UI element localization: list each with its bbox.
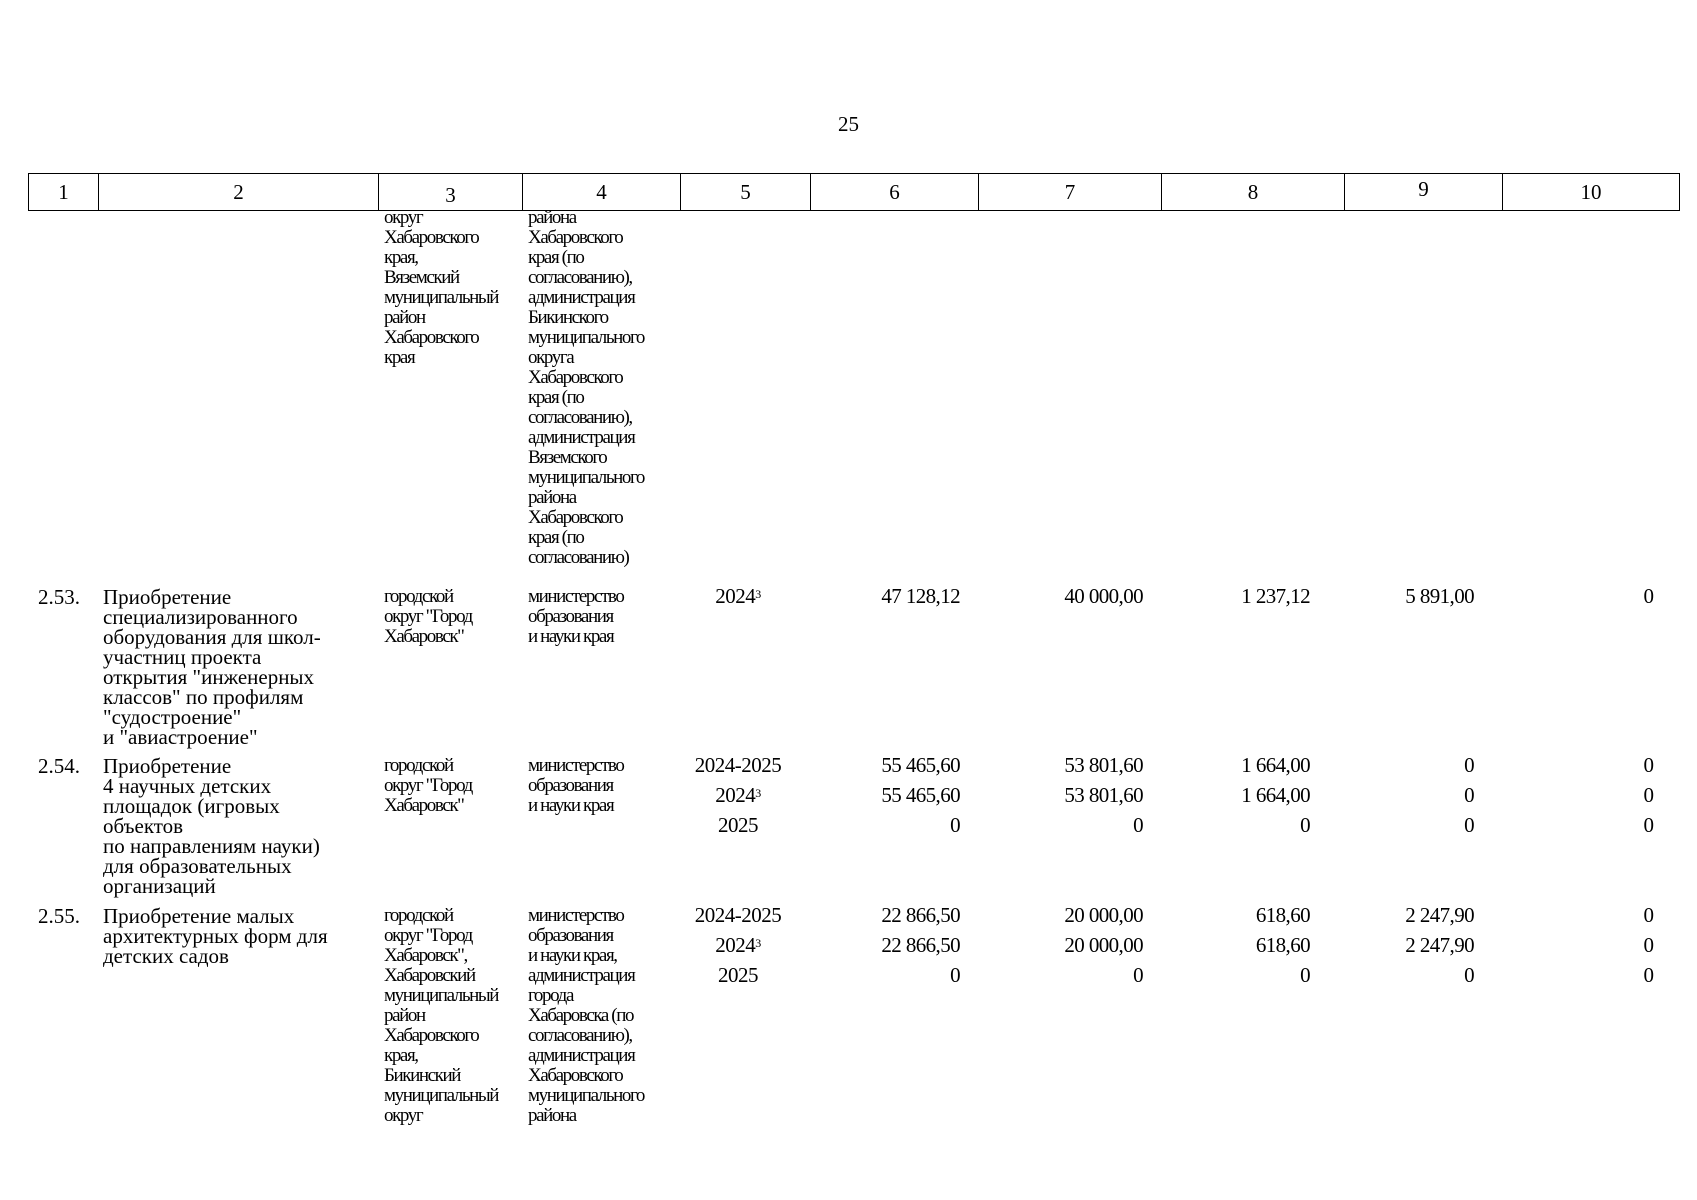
row-municipality: городской округ "Город Хабаровск", Хабаровский муниципальный район Хабаровского края, Бикинский муниципальный округ (384, 905, 499, 1126)
row-amount-col-9: 0 (1464, 963, 1474, 987)
header-col-1: 1 (29, 174, 99, 210)
row-amount-col-10: 0 (1643, 584, 1654, 608)
row-amount-col-6: 55 465,60 (881, 783, 960, 807)
row-amount-col-8: 0 (1300, 963, 1310, 987)
row-municipality: городской округ "Город Хабаровск" (384, 755, 472, 816)
row-amount-col-7: 0 (1133, 813, 1143, 837)
row-executor: министерство образования и науки края (528, 755, 624, 816)
row-amount-col-6: 47 128,12 (881, 584, 960, 608)
header-col-2: 2 (99, 174, 379, 210)
row-amount-col-9: 0 (1464, 753, 1474, 777)
row-amount-col-8: 0 (1300, 813, 1310, 837)
row-amount-col-6: 0 (950, 813, 960, 837)
year-value: 2024-2025 (694, 903, 782, 927)
row-amount-col-8: 1 237,12 (1241, 584, 1310, 608)
table-header (28, 173, 1680, 211)
row-year (680, 900, 796, 930)
row-name: Приобретение малых архитектурных форм для детских садов (103, 904, 328, 968)
row-amount-col-9: 0 (1464, 783, 1474, 807)
row-amount-col-9: 2 247,90 (1405, 933, 1474, 957)
row-amount-col-6: 22 866,50 (881, 933, 960, 957)
row-municipality: городской округ "Город Хабаровск" (384, 586, 472, 647)
header-col-7: 7 (979, 174, 1162, 210)
year-value: 2024 (715, 783, 756, 807)
row-amount-col-8: 618,60 (1255, 933, 1310, 957)
row-amount-col-9: 0 (1464, 813, 1474, 837)
continuation-col4: района Хабаровского края (по согласованию), администрация Бикинского муниципального округа Хабаровского края (по согласованию), администрация Вяземского муниципального района Хабаровского края (по согласованию) (528, 207, 644, 568)
row-amount-col-6: 22 866,50 (881, 903, 960, 927)
row-name: Приобретение специализированного оборудования для школ- участниц проекта открытия "инженерных классов" по профилям "судостроение" и "авиастроение" (103, 585, 321, 749)
row-number: 2.55. (38, 904, 80, 928)
row-amount-col-7: 0 (1133, 963, 1143, 987)
row-amount-col-9: 2 247,90 (1405, 903, 1474, 927)
header-col-4: 4 (523, 174, 681, 210)
row-amount-col-10: 0 (1643, 783, 1654, 807)
row-executor: министерство образования и науки края (528, 586, 624, 647)
row-amount-col-8: 1 664,00 (1241, 783, 1310, 807)
row-amount-col-6: 55 465,60 (881, 753, 960, 777)
row-amount-col-8: 618,60 (1255, 903, 1310, 927)
row-amount-col-10: 0 (1643, 933, 1654, 957)
header-col-6: 6 (811, 174, 979, 210)
continuation-col3: округ Хабаровского края, Вяземский муниципальный район Хабаровского края (384, 207, 499, 368)
page-number: 25 (838, 112, 859, 136)
row-amount-col-10: 0 (1643, 753, 1654, 777)
row-year (680, 810, 796, 840)
row-number: 2.53. (38, 585, 80, 609)
year-value: 2024 (715, 584, 756, 608)
row-amount-col-10: 0 (1643, 963, 1654, 987)
year-value: 2025 (718, 963, 758, 987)
year-value: 2024 (715, 933, 756, 957)
row-amount-col-7: 40 000,00 (1064, 584, 1143, 608)
year-footnote-mark: 3 (755, 587, 761, 601)
header-col-10: 10 (1580, 180, 1602, 204)
header-col-5: 5 (681, 174, 811, 210)
row-amount-col-6: 0 (950, 963, 960, 987)
row-amount-col-10: 0 (1643, 813, 1654, 837)
row-year (680, 750, 796, 780)
header-col-3: 3 (379, 174, 523, 210)
row-amount-col-7: 20 000,00 (1064, 903, 1143, 927)
row-amount-col-7: 20 000,00 (1064, 933, 1143, 957)
row-year (680, 960, 796, 990)
row-year (680, 930, 796, 960)
row-year (680, 581, 796, 611)
year-footnote-mark: 3 (755, 786, 761, 800)
row-amount-col-7: 53 801,60 (1064, 783, 1143, 807)
row-name: Приобретение 4 научных детских площадок (игровых объектов по направлениям науки) для образовательных организаций (103, 754, 320, 898)
row-year (680, 780, 796, 810)
header-col-9: 9 (1345, 174, 1503, 210)
row-amount-col-9: 5 891,00 (1405, 584, 1474, 608)
year-value: 2025 (718, 813, 758, 837)
row-executor: министерство образования и науки края, администрация города Хабаровска (по согласованию), администрация Хабаровского муниципального района (528, 905, 644, 1126)
row-amount-col-10: 0 (1643, 903, 1654, 927)
header-col-8: 8 (1162, 174, 1345, 210)
row-amount-col-8: 1 664,00 (1241, 753, 1310, 777)
row-number: 2.54. (38, 754, 80, 778)
year-value: 2024-2025 (694, 753, 782, 777)
year-footnote-mark: 3 (755, 936, 761, 950)
row-amount-col-7: 53 801,60 (1064, 753, 1143, 777)
